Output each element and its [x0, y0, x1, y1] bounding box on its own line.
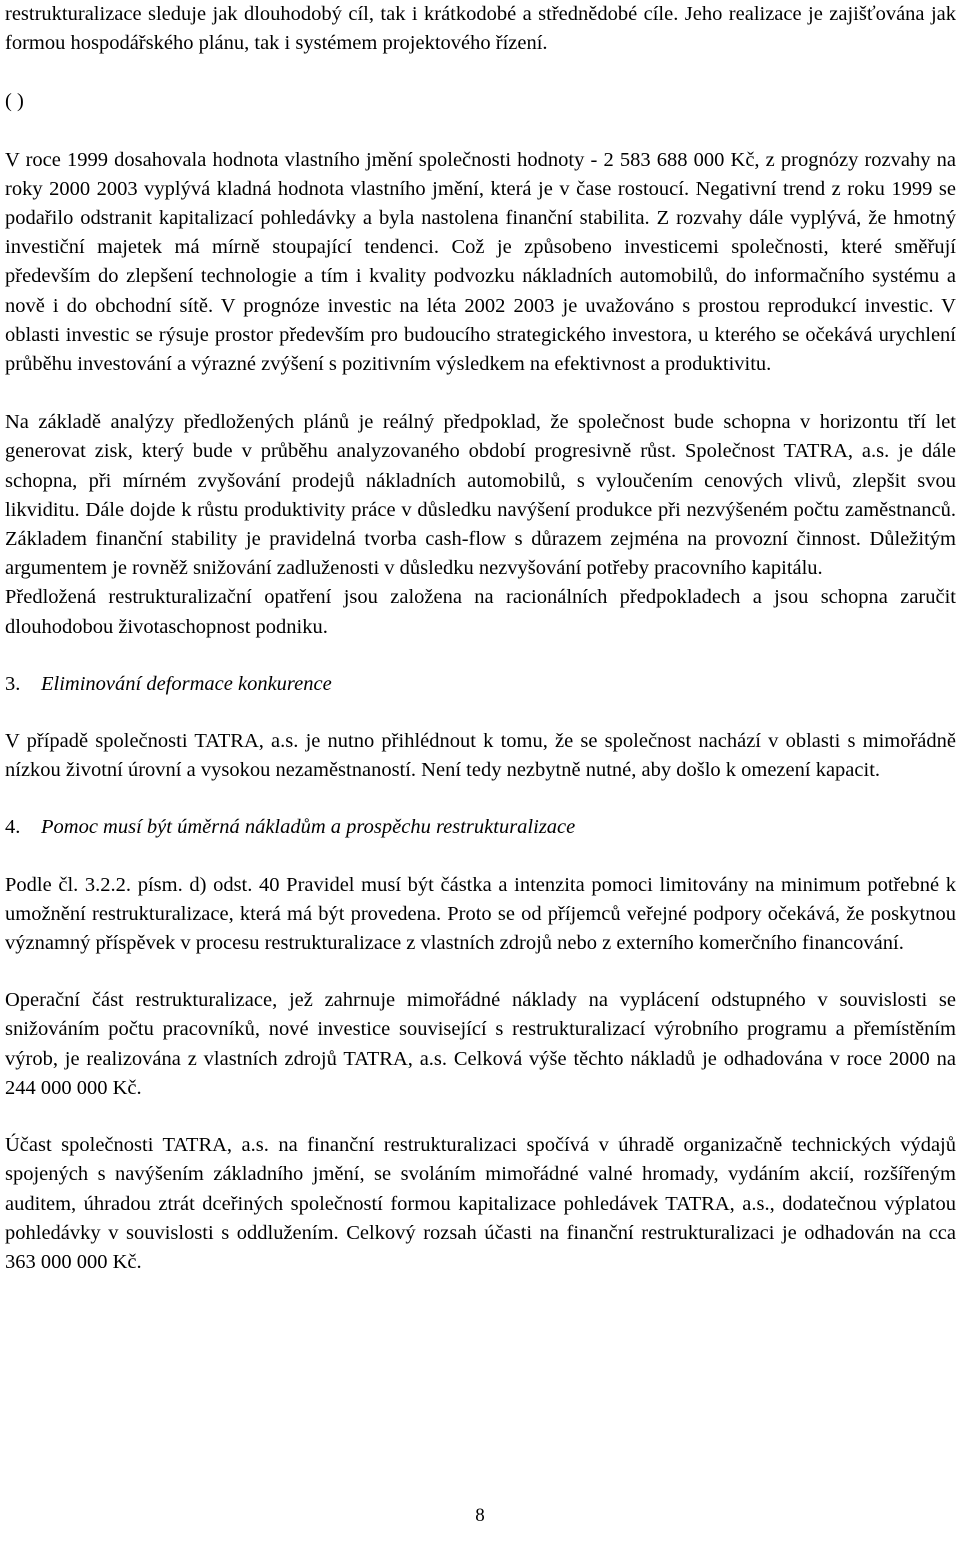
page-number: 8	[475, 1505, 485, 1526]
paragraph-operational-restructuring: Operační část restrukturalizace, jež zahrnuje mimořádné náklady na vyplácení odstupného v souvislosti se snižováním počtu pracovníků, nové investice související s restrukturalizací výrobního programu a přemístěním výrob, je realizována z vlastních zdrojů TATRA, a.s. Celková výše těchto nákladů je odhadována v roce 2000 na 244 000 000 Kč.	[5, 989, 956, 1099]
paragraph-competition: V případě společnosti TATRA, a.s. je nutno přihlédnout k tomu, že se společnost nachází v oblasti s mimořádně nízkou životní úrovní a vysokou nezaměstnaností. Není tedy nezbytně nutné, aby došlo k omezení kapacit.	[5, 730, 956, 782]
heading-section-3-title: Eliminování deformace konkurence	[41, 672, 332, 695]
heading-section-3	[5, 670, 956, 699]
ellipsis-marker: ( )	[5, 90, 24, 113]
paragraph-aid-proportionality: Podle čl. 3.2.2. písm. d) odst. 40 Pravidel musí být částka a intenzita pomoci limitovány na minimum potřebné k umožnění restrukturalizace, která má být provedena. Proto se od příjemců veřejné podpory očekává, že poskytnou významný příspěvek v procesu restrukturalizace z vlastních zdrojů nebo z externího komerčního financování.	[5, 873, 956, 955]
heading-section-4-number: 4.	[5, 816, 21, 839]
document-page	[5, 0, 956, 1277]
heading-section-3-number: 3.	[5, 672, 21, 695]
paragraph-intro-continuation: restrukturalizace sleduje jak dlouhodobý cíl, tak i krátkodobé a střednědobé cíle. Jeho realizace je zajišťována jak formou hospodářského plánu, tak i systémem projektového řízení.	[5, 3, 956, 55]
heading-section-4	[5, 813, 956, 842]
paragraph-financial-restructuring: Účast společnosti TATRA, a.s. na finanční restrukturalizaci spočívá v úhradě organizačně technických výdajů spojených s navýšením základního jmění, se svoláním mimořádné valné hromady, vydáním akcií, rozšířeným auditem, úhradou ztrát dceřiných společností formou kapitalizace pohledávek TATRA, a.s., dodatečnou výplatou pohledávky v souvislosti s oddlužením. Celkový rozsah účasti na finanční restrukturalizaci je odhadován na cca 363 000 000 Kč.	[5, 1134, 956, 1273]
paragraph-profit-outlook: Na základě analýzy předložených plánů je reálný předpoklad, že společnost bude schopna v horizontu tří let generovat zisk, který bude v průběhu analyzovaného období progresivně růst. Společnost TATRA, a.s. je dále schopna, při mírném zvyšování prodejů nákladních automobilů, s vyloučením cenových vlivů, zlepšit svou likviditu. Dále dojde k růstu produktivity práce v důsledku navýšení produkce při nezvýšeném počtu zaměstnanců. Základem finanční stability je pravidelná tvorba cash-flow s důrazem zejména na provozní činnost. Důležitým argumentem je rovněž snižování zadluženosti v důsledku nezvyšování potřeby pracovního kapitálu.	[5, 411, 956, 580]
paragraph-equity-investments: V roce 1999 dosahovala hodnota vlastního jmění společnosti hodnoty - 2 583 688 000 Kč, z prognózy rozvahy na roky 2000 2003 vyplývá kladná hodnota vlastního jmění, která je v čase rostoucí. Negativní trend z roku 1999 se podařilo odstranit kapitalizací pohledávky a byla nastolena finanční stabilita. Z rozvahy dále vyplývá, že hmotný investiční majetek má mírně stoupající tendenci. Což je způsobeno investicemi společnosti, které směřují především do zlepšení technologie a tím i kvality podvozku nákladních automobilů, do informačního systému a nově i do obchodní sítě. V prognóze investic na léta 2002 2003 je uvažováno s prostou reprodukcí investic. V oblasti investic se rýsuje prostor především pro budoucího strategického investora, u kterého se očekává urychlení průběhu investování a výrazné zvýšení s pozitivním výsledkem na efektivnost a produktivitu.	[5, 148, 956, 376]
heading-section-4-title: Pomoc musí být úměrná nákladům a prospěchu restrukturalizace	[41, 816, 576, 839]
paragraph-measures-conclusion: Předložená restrukturalizační opatření jsou založena na racionálních předpokladech a jsou schopna zaručit dlouhodobou životaschopnost podniku.	[5, 586, 956, 638]
